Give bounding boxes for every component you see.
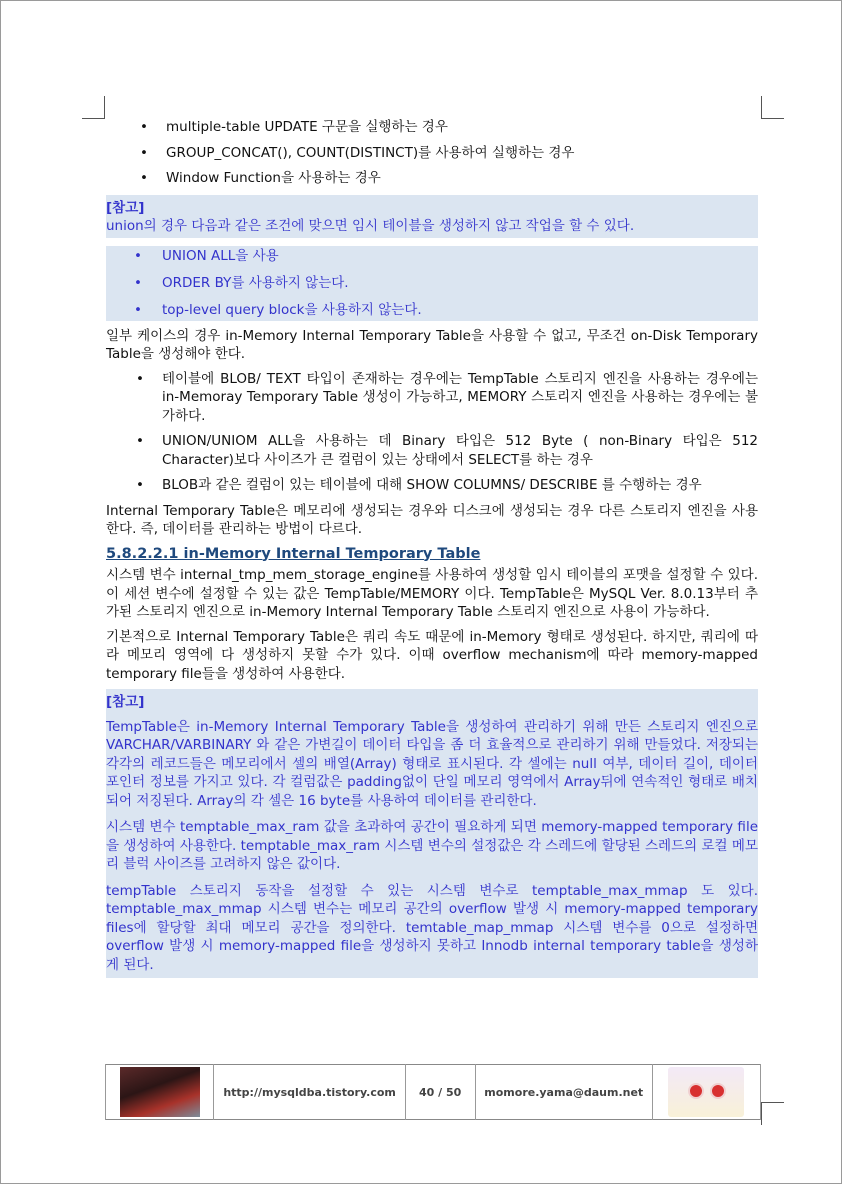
paragraph: 기본적으로 Internal Temporary Table은 쿼리 속도 때문에 in-Memory 형태로 생성된다. 하지만, 쿼리에 따라 메모리 영역에 다 생성하지 못할 수가 있다. 이때 overflow mechanism에 따라 memory-mapped temporary file들을 생성하여 사용한다. [106,628,758,682]
note-paragraph: TempTable은 in-Memory Internal Temporary Table을 생성하여 관리하기 위해 만든 스토리지 엔진으로 VARCHAR/VARBINARY 와 같은 가변길이 데이터 타입을 좀 더 효율적으로 관리하기 위해 만들었다. 저장되는 각각의 레코드들은 메모리에서 셀의 배열(Array) 형태로 표시된다. 각 셀에는 null 여부, 데이터 길이, 데이터 포인터 정보를 가지고 있다. 각 컬럼값은 padding없이 단일 메모리 영역에서 Array뒤에 연속적인 형태로 배치되어 저징된다. Array의 각 셀은 16 byte를 사용하여 데이터를 관리한다. [106,718,758,809]
footer-url: http://mysqldba.tistory.com [214,1065,405,1120]
avatar [120,1067,200,1117]
bullet-list-disk [106,370,758,495]
list-item: • GROUP_CONCAT(), COUNT(DISTINCT)를 사용하여 실행하는 경우 [106,144,758,163]
list-item: • Window Function을 사용하는 경우 [106,169,758,188]
avatar [668,1067,744,1117]
paragraph: 시스템 변수 internal_tmp_mem_storage_engine를 사용하여 생성할 임시 테이블의 포맷을 설정할 수 있다. 이 세션 변수에 설정할 수 있는 값은 TempTable/MEMORY 이다. TempTable은 MySQL Ver. 8.0.13부터 추가된 스토리지 엔진으로 in-Memory Internal Temporary Table 스토리지 엔진으로 사용이 가능하다. [106,567,758,620]
list-item: • 테이블에 BLOB/ TEXT 타입이 존재하는 경우에는 TempTable 스토리지 엔진을 사용하는 경우에는 in-Memoray Temporary Table 생성이 가능하고, MEMORY 스토리지 엔진을 사용하는 경우에는 불가하다. [106,370,758,426]
list-item: • multiple-table UPDATE 구문을 실행하는 경우 [106,118,758,137]
avatar-eye-icon [710,1083,726,1099]
note-paragraph: tempTable 스토리지 동작을 설정할 수 있는 시스템 변수로 temptable_max_mmap 도 있다. temptable_max_mmap 시스템 변수는 메모리 공간의 overflow 발생 시 memory-mapped temporary files에 할당할 최대 메모리 공간을 정의한다. temtable_map_mmap 시스템 변수를 0으로 설정하면 overflow 발생 시 memory-mapped file을 생성하지 못하고 Innodb internal temporary table을 생성하게 된다. [106,882,758,973]
crop-mark-top-left [82,96,105,119]
list-item: • UNION/UNIOM ALL을 사용하는 데 Binary 타입은 512 Byte ( non-Binary 타입은 512 Character)보다 사이즈가 큰 컬럼이 있는 상태에서 SELECT를 하는 경우 [106,432,758,469]
crop-mark-bottom-right [761,1102,784,1125]
bullet-list-top [106,118,758,188]
document-body [106,118,758,978]
list-item: • top-level query block을 사용하지 않는다. [106,301,758,321]
section-heading: 5.8.2.2.1 in-Memory Internal Temporary Table [106,545,481,562]
note-box-union [106,195,758,238]
note-paragraph: 시스템 변수 temptable_max_ram 값을 초과하여 공간이 필요하게 되면 memory-mapped temporary file을 생성하여 사용한다. temptable_max_ram 시스템 변수의 설정값은 각 스레드에 할당된 스레드의 로컬 메모리 블럭 사이즈를 고려하지 않은 값이다. [106,819,758,872]
list-item: • ORDER BY를 사용하지 않는다. [106,274,758,301]
footer-avatar-left-cell [106,1065,214,1120]
footer-email: momore.yama@daum.net [475,1065,652,1120]
paragraph: Internal Temporary Table은 메모리에 생성되는 경우와 디스크에 생성되는 경우 다른 스토리지 엔진을 사용한다. 즉, 데이터를 관리하는 방법이 다르다. [106,502,758,537]
crop-mark-top-right [761,96,784,119]
note-bullet-list [106,246,758,321]
note-title: [참고] [106,199,145,216]
footer-page-number: 40 / 50 [405,1065,475,1120]
note-box-union-conditions [106,246,758,321]
note-title: [참고] [106,694,145,710]
note-text: union의 경우 다음과 같은 조건에 맞으면 임시 테이블을 생성하지 않고 작업을 할 수 있다. [106,218,635,234]
paragraph: 일부 케이스의 경우 in-Memory Internal Temporary Table을 사용할 수 없고, 무조건 on-Disk Temporary Table을 생성해야 한다. [106,327,758,362]
page-footer [105,1064,761,1120]
note-box-temptable [106,689,758,978]
list-item: • BLOB과 같은 컬럼이 있는 테이블에 대해 SHOW COLUMNS/ DESCRIBE 를 수행하는 경우 [106,476,758,495]
avatar-eye-icon [688,1083,704,1099]
list-item: • UNION ALL을 사용 [106,246,758,274]
footer-avatar-right-cell [652,1065,760,1120]
